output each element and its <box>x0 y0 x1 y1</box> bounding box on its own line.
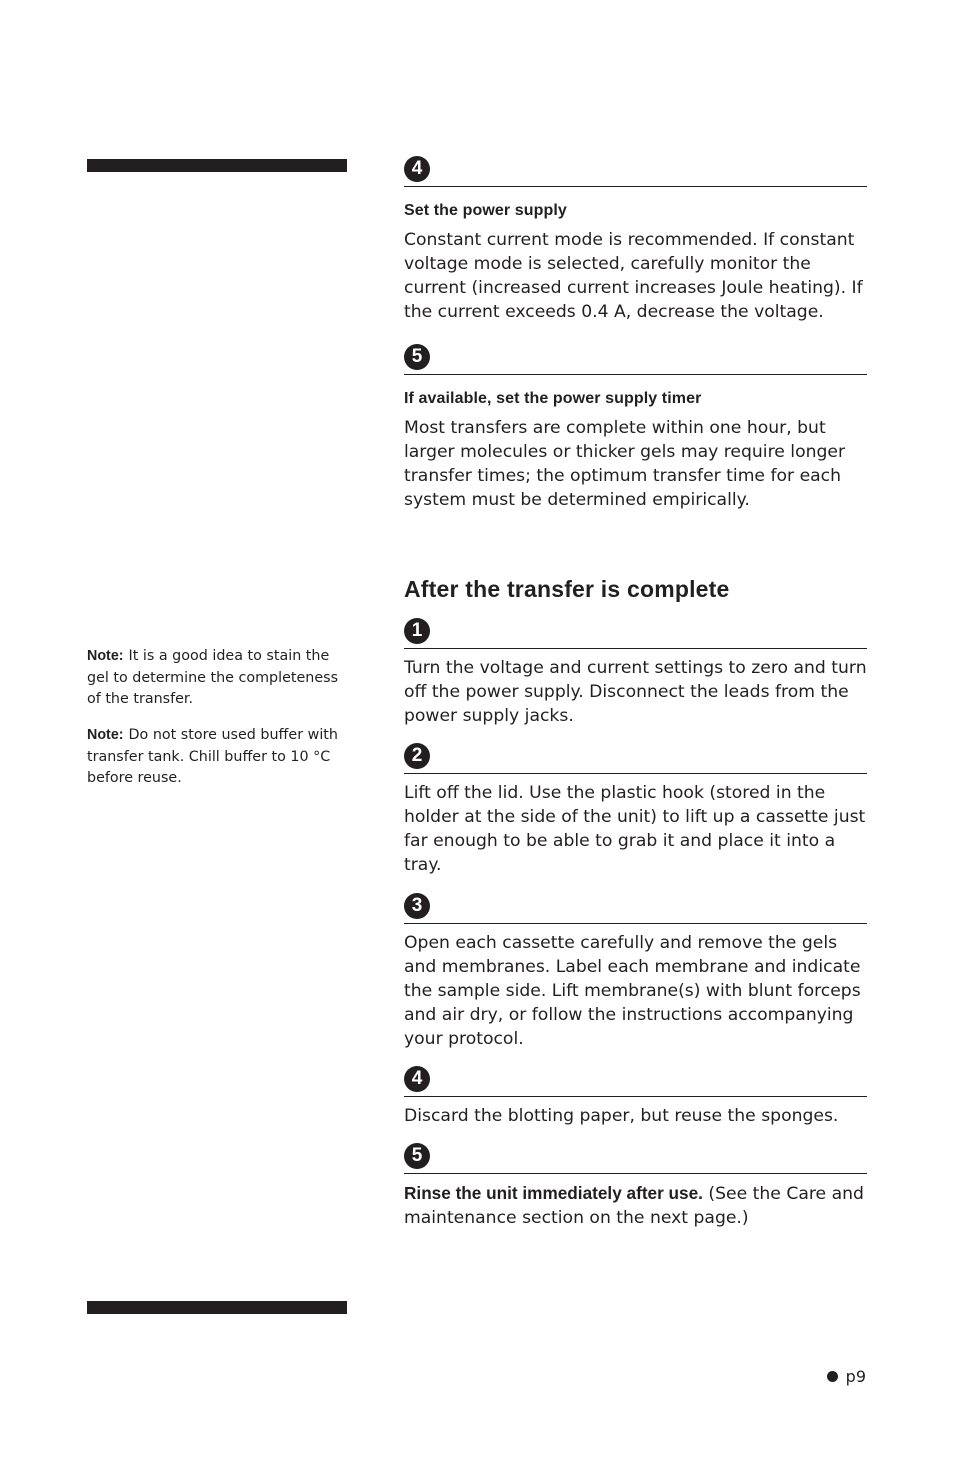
after-step-1 <box>404 618 867 728</box>
note-label: Note: <box>87 648 124 664</box>
step-number-badge: 5 <box>404 344 430 370</box>
step-text: Open each cassette carefully and remove the gels and membranes. Label each membrane and indicate the sample side. Lift membrane(s) with blunt forceps and air dry, or follow the instructions accompanying your protocol. <box>404 933 861 1049</box>
page-footer <box>827 1366 866 1388</box>
step-rule <box>404 186 867 187</box>
step-text <box>404 1181 867 1230</box>
step-rule <box>404 1173 867 1174</box>
step-subhead: Set the power supply <box>404 202 567 219</box>
after-step-4 <box>404 1066 867 1128</box>
step-rule <box>404 374 867 375</box>
step-number-badge: 1 <box>404 618 430 644</box>
step-subhead: If available, set the power supply timer <box>404 390 702 407</box>
top-divider-bar <box>87 159 347 172</box>
step-set-timer <box>404 344 867 512</box>
step-text: Discard the blotting paper, but reuse the sponges. <box>404 1106 839 1126</box>
bullet-icon <box>827 1371 838 1382</box>
step-number-badge: 4 <box>404 156 430 182</box>
step-number-badge: 4 <box>404 1066 430 1092</box>
step-text: Turn the voltage and current settings to zero and turn off the power supply. Disconnect the leads from the power supply jacks. <box>404 658 867 726</box>
step-set-power-supply <box>404 156 867 324</box>
step-text: Most transfers are complete within one hour, but larger molecules or thicker gels may require longer transfer times; the optimum transfer time for each system must be determined empirically. <box>404 418 846 510</box>
step-bold-text: Rinse the unit immediately after use. <box>404 1183 703 1203</box>
note-buffer-storage <box>87 725 349 790</box>
after-step-3 <box>404 893 867 1051</box>
note-text: It is a good idea to stain the gel to determine the completeness of the transfer. <box>87 648 339 707</box>
step-rule <box>404 1096 867 1097</box>
step-number-badge: 5 <box>404 1143 430 1169</box>
step-text: Constant current mode is recommended. If constant voltage mode is selected, carefully monitor the current (increased current increases Joule heating). If the current exceeds 0.4 A, decrease the voltage. <box>404 230 863 322</box>
after-step-5 <box>404 1143 867 1230</box>
step-number-badge: 3 <box>404 893 430 919</box>
step-text: Lift off the lid. Use the plastic hook (stored in the holder at the side of the unit) to lift up a cassette just far enough to be able to grab it and place it into a tray. <box>404 783 866 875</box>
after-step-2 <box>404 743 867 877</box>
note-text: Do not store used buffer with transfer tank. Chill buffer to 10 °C before reuse. <box>87 727 338 786</box>
bottom-divider-bar <box>87 1301 347 1314</box>
step-rule <box>404 648 867 649</box>
step-trailing-text: (See the Care and maintenance section on the next page.) <box>404 1184 864 1228</box>
step-rule <box>404 923 867 924</box>
note-label: Note: <box>87 727 124 743</box>
section-heading: After the transfer is complete <box>404 576 730 602</box>
step-rule <box>404 773 867 774</box>
page-number: p9 <box>845 1367 866 1386</box>
note-stain-gel <box>87 646 349 711</box>
step-number-badge: 2 <box>404 743 430 769</box>
